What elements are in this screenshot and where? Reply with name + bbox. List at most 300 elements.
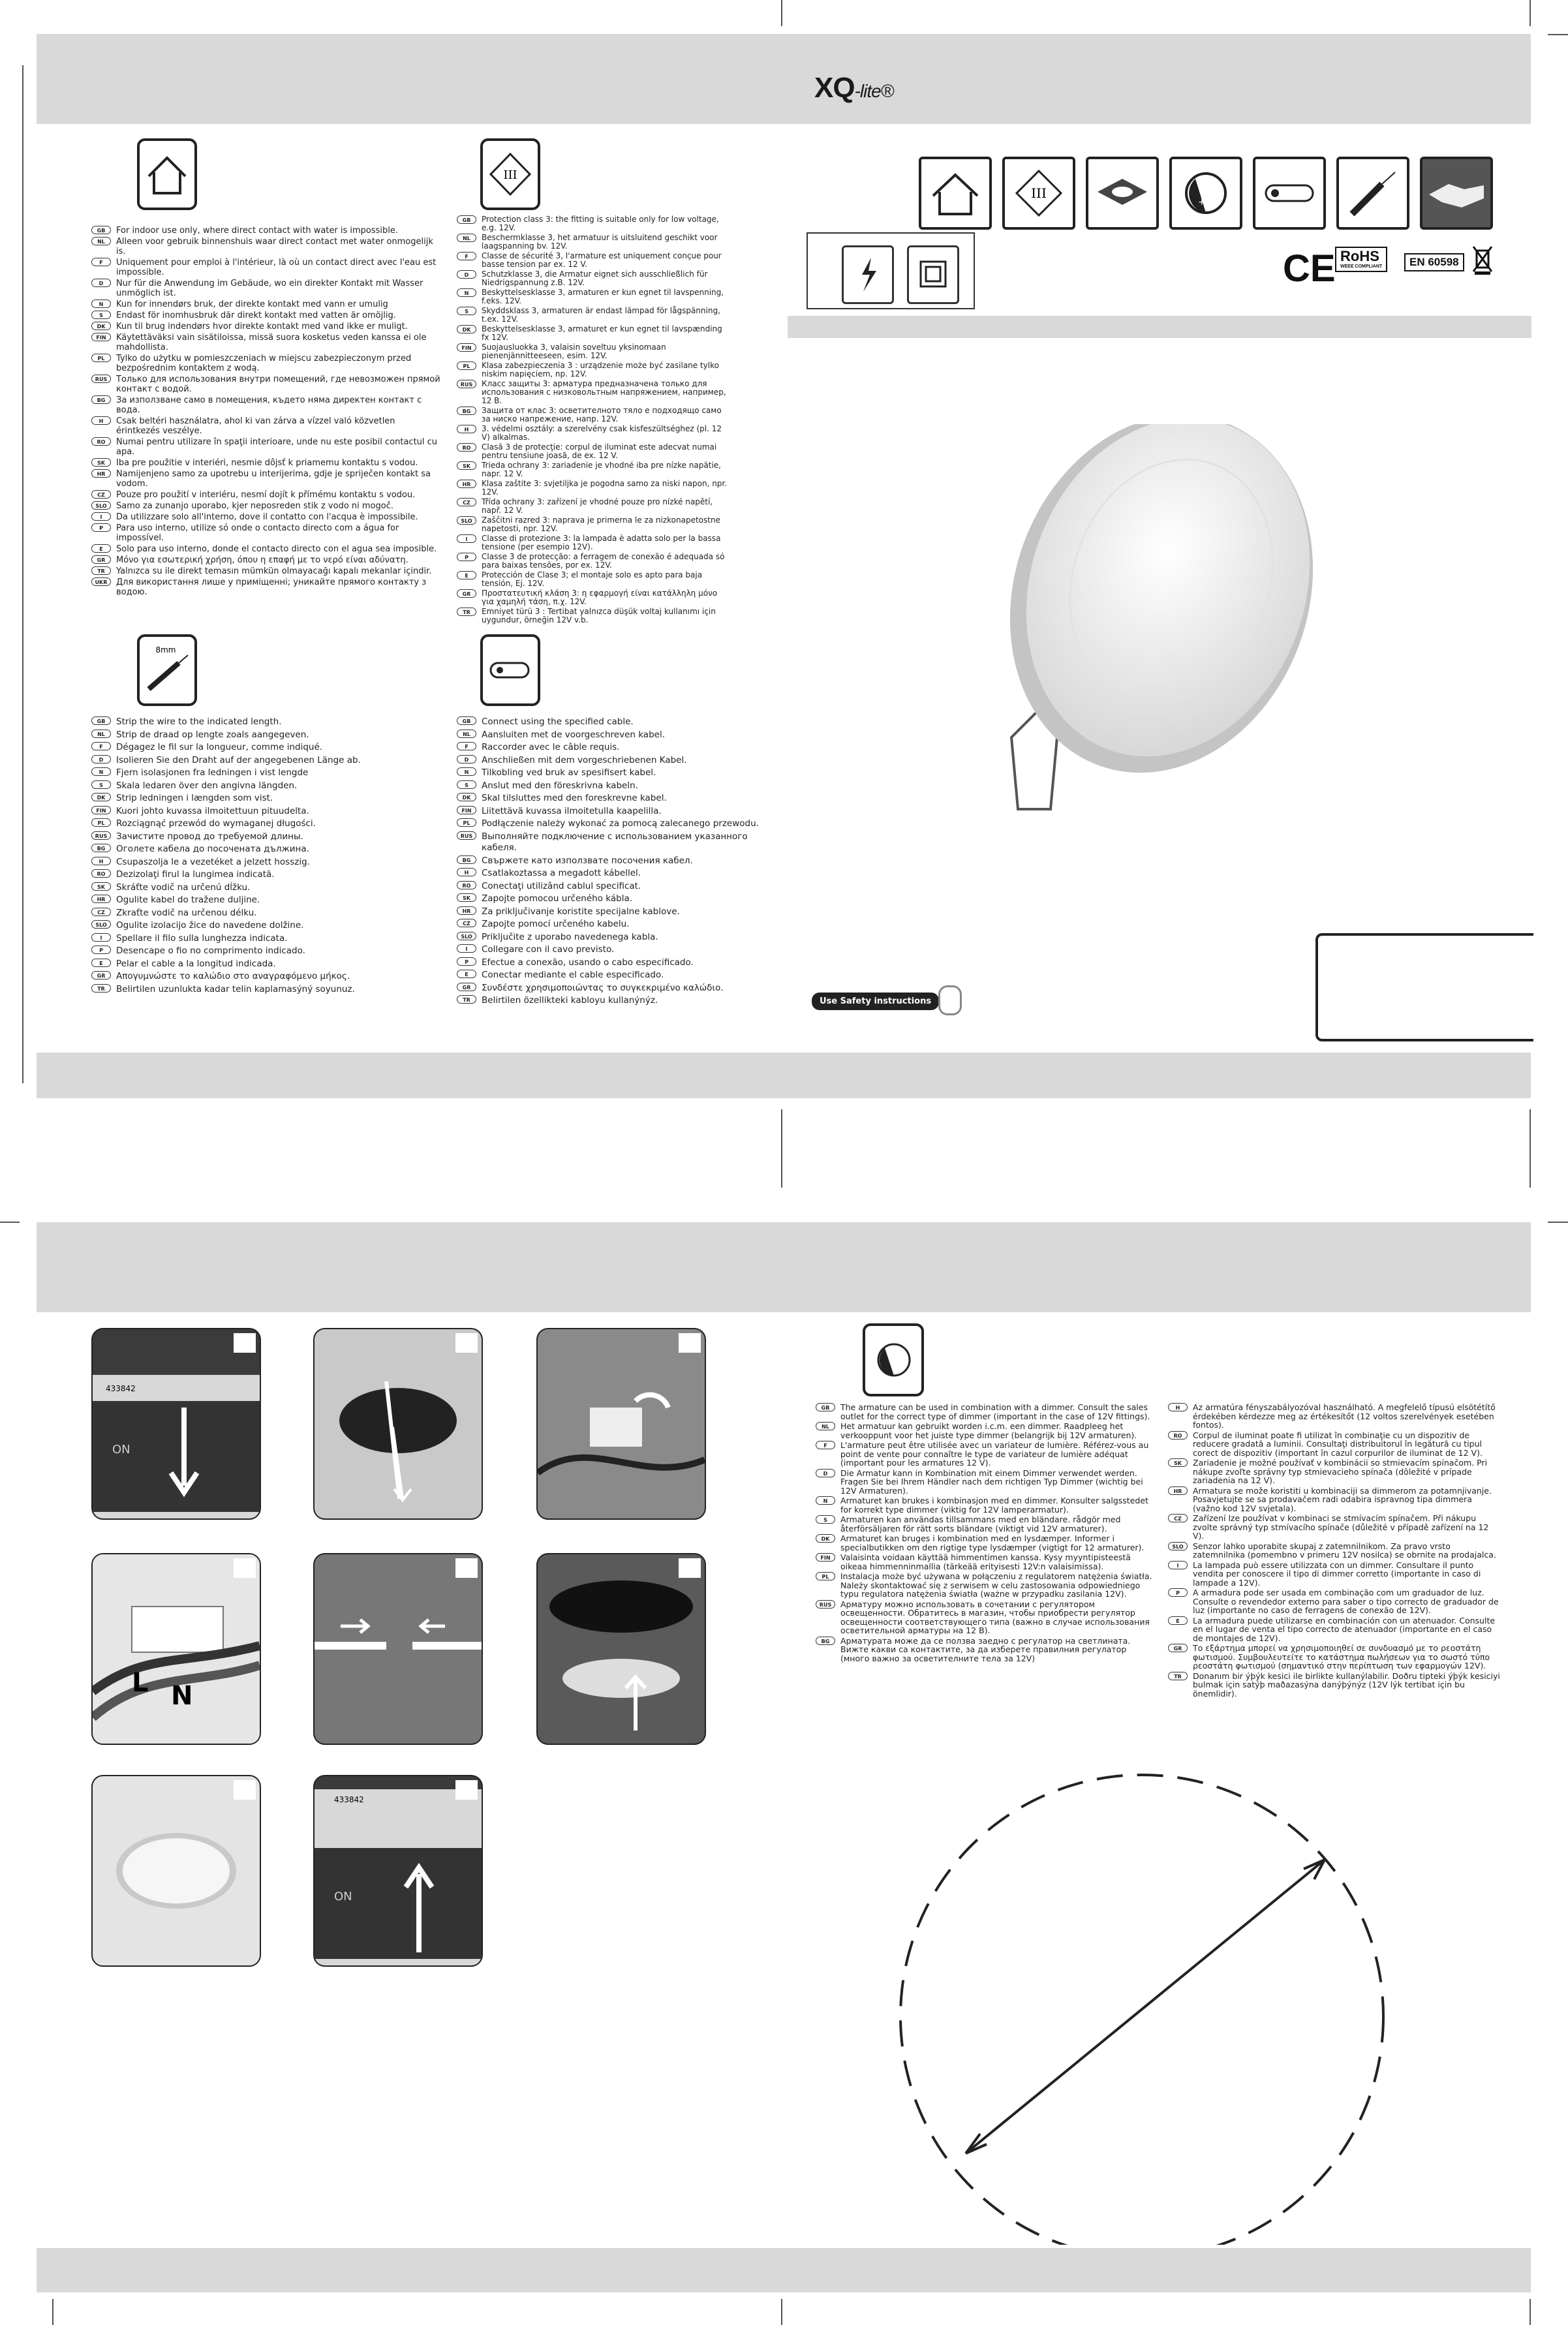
photo-terminal-l-n xyxy=(91,1553,261,1745)
safety-instructions-label xyxy=(812,985,962,1015)
language-code-badge: FIN xyxy=(457,806,476,814)
language-row xyxy=(91,755,418,767)
language-row xyxy=(816,1600,1155,1635)
language-row xyxy=(816,1441,1155,1468)
language-text: Свържете като използвате посочения кабел. xyxy=(482,855,693,866)
language-code-badge: S xyxy=(457,780,476,789)
language-code-badge: HR xyxy=(457,480,476,488)
language-text: Senzor lahko uporabite skupaj z zatemnilnikom. Za pravo vrsto zatemnilnika (pomembno v primeru 12V nosilca) se obrnite na prodajalca. xyxy=(1193,1541,1496,1560)
language-text: Dezizolaţi firul la lungimea indicată. xyxy=(116,869,275,880)
language-text: Az armatúra fényszabályozóval használható. A megfelelő típusú elsötétítő érdekében kérdezze meg az értékesítőt (12 voltos szerelvények esetében fontos). xyxy=(1193,1402,1496,1430)
language-code-badge: TR xyxy=(1168,1672,1188,1680)
language-row xyxy=(91,818,418,830)
language-row xyxy=(816,1553,1155,1571)
language-code-badge: GR xyxy=(457,983,476,991)
language-code-badge: D xyxy=(91,279,111,287)
language-code-badge: HR xyxy=(1168,1486,1188,1495)
language-row xyxy=(457,270,731,287)
house-icon xyxy=(919,157,992,230)
language-row xyxy=(91,577,441,597)
language-row xyxy=(91,226,441,236)
language-text: Armatura se može koristiti u kombinaciji sa dimmerom za potamnjivanje. Posavjetujte se sa prodavačem radi odabira ispravnog tipa dimmera (važno kod 12V svjetala). xyxy=(1193,1485,1492,1513)
language-text: Προστατευτική κλάση 3: η εφαρμογή είναι κατάλληλη μόνο για χαμηλή τάση, π.χ. 12V. xyxy=(482,589,718,606)
language-code-badge: RUS xyxy=(816,1600,835,1609)
language-row xyxy=(457,443,731,460)
language-text: Suojausluokka 3, valaisin soveltuu yksinomaan pienenjännitteeseen, esim. 12V. xyxy=(482,343,666,360)
language-text: Skala ledaren över den angivna längden. xyxy=(116,780,298,791)
language-row xyxy=(91,920,418,932)
svg-text:+: + xyxy=(1198,197,1206,208)
language-text: Tylko do użytku w pomieszczeniach w miejscu zabezpieczonym przed bezpośrednim kontaktem z wodą. xyxy=(116,354,412,373)
connect-cable-text xyxy=(457,716,763,1008)
language-code-badge: RUS xyxy=(91,375,111,383)
language-row xyxy=(457,995,763,1007)
language-code-badge: RO xyxy=(457,881,476,889)
language-row xyxy=(457,461,731,478)
language-text: Isolieren Sie den Draht auf der angegebenen Länge ab. xyxy=(116,754,361,765)
language-code-badge: F xyxy=(816,1441,835,1449)
language-text: Priključite z uporabo navedenega kabla. xyxy=(482,931,658,942)
language-row xyxy=(457,571,731,588)
language-text: Desencape o fio no comprimento indicado. xyxy=(116,946,305,956)
language-code-badge: GB xyxy=(816,1403,835,1411)
language-code-badge: FIN xyxy=(91,333,111,341)
language-row xyxy=(457,480,731,497)
cutout-template xyxy=(868,1749,1416,2245)
language-text: Samo za zunanjo uporabo, kjer neposreden stik z vodo ni mogoč. xyxy=(116,501,394,511)
language-code-badge: DK xyxy=(816,1534,835,1543)
language-code-badge: GB xyxy=(91,226,111,234)
language-text: Donanım bir ýþýk kesici ile birlikte kullanýlabilir. Doðru tipteki ýþýk kesiciyi bulmak için satýþ maðazasýna danýþýnýz (12V lýk tertibat için bu önemlidir). xyxy=(1193,1671,1500,1699)
language-row xyxy=(91,437,441,457)
language-row xyxy=(457,589,731,606)
crop-mark xyxy=(1530,1109,1531,1188)
language-row xyxy=(457,868,763,880)
crop-mark xyxy=(1530,0,1531,26)
crop-mark xyxy=(1530,2299,1531,2325)
language-text: Iba pre použitie v interiéri, nesmie dôjsť k priamemu kontaktu s vodou. xyxy=(116,458,418,468)
language-text: Арматуру можно использовать в сочетании с регулятором освещенности. Обратитесь в магазин, чтобы приобрести регулятор освещенности соответствующего типа (важно в случае использования осветительной арматуры на 12 В). xyxy=(840,1599,1150,1635)
language-text: The armature can be used in combination with a dimmer. Consult the sales outlet for the correct type of dimmer (important in the case of 12V fittings). xyxy=(840,1402,1150,1421)
language-code-badge: SLO xyxy=(457,932,476,940)
language-text: Skráťte vodič na určenú dĺžku. xyxy=(116,882,251,893)
language-row xyxy=(457,425,731,442)
language-row xyxy=(91,469,441,489)
language-row xyxy=(91,844,418,855)
language-row xyxy=(1168,1542,1501,1560)
language-text: Conectaţi utilizând cablul specificat. xyxy=(482,880,641,891)
language-code-badge: CZ xyxy=(457,919,476,927)
language-row xyxy=(457,234,731,251)
language-text: Raccorder avec le câble requis. xyxy=(482,742,620,752)
language-row xyxy=(91,512,441,522)
language-code-badge: E xyxy=(91,544,111,553)
language-row xyxy=(91,279,441,298)
language-row xyxy=(91,416,441,436)
language-row xyxy=(91,959,418,970)
language-code-badge: N xyxy=(816,1496,835,1505)
language-text: Pouze pro použití v interiéru, nesmí dojít k přímému kontaktu s vodou. xyxy=(116,490,416,500)
language-text: Csupaszolja le a vezetéket a jelzett hosszig. xyxy=(116,856,310,867)
language-code-badge: D xyxy=(457,755,476,763)
language-code-badge: F xyxy=(91,258,111,266)
language-row xyxy=(1168,1458,1501,1485)
language-row xyxy=(1168,1616,1501,1643)
language-text: Clasă 3 de protecţie: corpul de iluminat este adecvat numai pentru tensiune joasă, de ex. 12 V. xyxy=(482,442,717,460)
language-row xyxy=(91,333,441,352)
language-code-badge: H xyxy=(457,868,476,876)
crop-mark xyxy=(1548,34,1568,35)
language-code-badge: HR xyxy=(91,895,111,903)
language-code-badge: CZ xyxy=(1168,1514,1188,1522)
language-code-badge: PL xyxy=(91,354,111,362)
language-code-badge: TR xyxy=(457,995,476,1004)
language-code-badge: CZ xyxy=(91,908,111,916)
language-code-badge: SLO xyxy=(1168,1542,1188,1550)
language-code-badge: HR xyxy=(91,469,111,478)
language-text: Belirtilen özellikteki kabloyu kullanýnýz. xyxy=(482,995,658,1006)
photo-corner-tag xyxy=(234,1333,256,1353)
language-code-badge: P xyxy=(457,957,476,966)
top-header-band xyxy=(37,34,1531,124)
language-row xyxy=(91,793,418,805)
language-code-badge: BG xyxy=(457,407,476,415)
language-code-badge: E xyxy=(1168,1616,1188,1625)
photo-corner-tag xyxy=(679,1333,701,1353)
language-text: Trieda ochrany 3: zariadenie je vhodné iba pre nízke napätie, napr. 12 V. xyxy=(482,461,721,478)
language-row xyxy=(457,362,731,378)
language-row xyxy=(816,1515,1155,1533)
language-text: Klasa zaštite 3: svjetiljka je pogodna samo za niski napon, npr. 12V. xyxy=(482,479,728,497)
language-text: Instalacja może być używana w połączeniu z regulatorem natężenia światła. Należy skontaktować się z serwisem w celu zastosowania odpowiedniego typu regulatora natężenia światła (ważne w przypadku zasilania 12V). xyxy=(840,1571,1152,1599)
weee-bin-icon xyxy=(1472,244,1493,279)
svg-text:III: III xyxy=(503,168,517,182)
language-row xyxy=(457,755,763,767)
language-text: Uniquement pour emploi à l'intérieur, là où un contact direct avec l'eau est impossible. xyxy=(116,258,437,277)
language-row xyxy=(91,857,418,869)
language-row xyxy=(91,395,441,415)
language-text: Endast för inomhusbruk där direkt kontakt med vatten är omöjlig. xyxy=(116,311,396,320)
language-text: Класс защиты 3: арматура предназначена только для использования с низковольтным напряжением, например, 12 В. xyxy=(482,379,726,405)
language-code-badge: RUS xyxy=(457,380,476,388)
language-text: Оголете кабела до посочената дължина. xyxy=(116,844,309,854)
language-text: Valaisinta voidaan käyttää himmentimen kanssa. Kysy myyntipisteestä oikeaa himmenninmallia (tärkeää erityisesti 12V:n valaisimissa). xyxy=(840,1552,1131,1571)
language-code-badge: E xyxy=(457,571,476,579)
language-row xyxy=(91,544,441,554)
language-code-badge: SK xyxy=(457,461,476,470)
language-text: Classe de sécurité 3, l'armature est uniquement conçue pour basse tension par ex. 12 V. xyxy=(482,251,722,269)
language-text: Strip ledningen i længden som vist. xyxy=(116,793,273,803)
language-row xyxy=(457,767,763,779)
language-row xyxy=(457,553,731,570)
language-code-badge: P xyxy=(91,523,111,532)
language-row xyxy=(457,957,763,969)
language-row xyxy=(457,831,763,854)
language-code-badge: FIN xyxy=(457,343,476,352)
language-row xyxy=(91,908,418,919)
language-row xyxy=(91,375,441,394)
language-row xyxy=(457,983,763,994)
language-row xyxy=(91,716,418,728)
language-text: Zaščitni razred 3: naprava je primerna le za nizkonapetostne napetosti, npr. 12V. xyxy=(482,516,720,533)
language-row xyxy=(457,380,731,405)
language-text: Namijenjeno samo za upotrebu u interijerima, gdje je spriječen kontakt sa vodom. xyxy=(116,469,431,489)
strip-wire-icon xyxy=(137,634,197,706)
language-code-badge: TR xyxy=(91,984,111,993)
language-code-badge: PL xyxy=(457,362,476,370)
language-text: Beschermklasse 3, het armatuur is uitsluitend geschikt voor laagspanning bv. 12V. xyxy=(482,233,718,251)
language-row xyxy=(457,716,763,728)
language-row xyxy=(91,946,418,957)
language-code-badge: RO xyxy=(457,443,476,452)
language-code-badge: GB xyxy=(457,716,476,725)
language-text: Το εξάρτημα μπορεί να χρησιμοποιηθεί σε συνδυασμό με το ρεοστάτη φωτισμού. Συμβουλευτείτε το κατάστημα πωλήσεων για το σωστό τύπο ρεοστάτη φωτισμού (σημαντικό στην περίπτωση των εφαρμογών 12V). xyxy=(1193,1643,1490,1671)
protection-class-text xyxy=(457,215,731,626)
language-text: Zkraťte vodič na určenou délku. xyxy=(116,907,257,918)
bottom-band-page2 xyxy=(37,2248,1531,2292)
language-row xyxy=(91,555,441,565)
language-code-badge: DK xyxy=(457,325,476,333)
language-text: Třída ochrany 3: zařízení je vhodné pouze pro nízké napětí, např. 12 V. xyxy=(482,497,713,515)
language-text: Strip the wire to the indicated length. xyxy=(116,716,282,727)
language-row xyxy=(457,307,731,324)
language-row xyxy=(91,831,418,843)
language-row xyxy=(1168,1514,1501,1541)
language-text: Απογυμνώστε το καλώδιο στο αναγραφόμενο μήκος. xyxy=(116,971,350,981)
language-row xyxy=(1168,1486,1501,1513)
language-text: Podłączenie należy wykonać za pomocą zalecanego przewodu. xyxy=(482,818,759,829)
language-text: A armadura pode ser usada em combinação com um graduador de luz. Consulte o revendedor externo para saber o tipo correcto de graduador de luz (importante no caso de ferragens de conexão de 12V). xyxy=(1193,1588,1499,1615)
language-row xyxy=(91,523,441,543)
language-text: Ogulite izolacijo žice do navedene dolžine. xyxy=(116,920,304,931)
language-text: Schutzklasse 3, die Armatur eignet sich ausschließlich für Niedrigspannung z.B. 12V. xyxy=(482,269,708,287)
crop-mark xyxy=(781,0,782,26)
language-text: Csatlakoztassa a megadott kábellel. xyxy=(482,868,641,878)
language-text: Арматурата може да се ползва заедно с регулатор на светлината. Вижте какви са контактите, за да изберете правилния регулатор (много важно за осветителните тела за 12V) xyxy=(840,1635,1131,1663)
language-row xyxy=(457,608,731,624)
language-code-badge: PL xyxy=(816,1572,835,1580)
language-code-badge: F xyxy=(457,252,476,260)
language-code-badge: E xyxy=(457,970,476,978)
language-code-badge: D xyxy=(816,1469,835,1477)
language-text: Liitettävä kuvassa ilmoitetulla kaapelilla. xyxy=(482,805,662,816)
photo-corner-tag xyxy=(455,1780,478,1800)
language-code-badge: D xyxy=(91,755,111,763)
brand-logo xyxy=(814,72,893,104)
photo-corner-tag xyxy=(234,1558,256,1578)
language-code-badge: P xyxy=(1168,1588,1188,1597)
language-code-badge: SK xyxy=(91,458,111,467)
language-text: Beskyttelsesklasse 3, armaturen er kun egnet til lavspenning, f.eks. 12V. xyxy=(482,288,724,305)
language-text: Connect using the specified cable. xyxy=(482,716,634,727)
crop-mark xyxy=(781,1109,782,1188)
dimmer-text-left xyxy=(816,1403,1155,1664)
language-text: Anschließen mit dem vorgeschriebenen Kabel. xyxy=(482,754,687,765)
language-text: Käytettäväksi vain sisätiloissa, missä suora kosketus veden kanssa ei ole mahdollista. xyxy=(116,333,427,352)
language-code-badge: GR xyxy=(1168,1644,1188,1652)
language-code-badge: I xyxy=(91,512,111,521)
language-code-badge: HR xyxy=(457,906,476,915)
language-row xyxy=(457,944,763,956)
language-code-badge: DK xyxy=(457,793,476,801)
language-code-badge: F xyxy=(457,742,476,750)
language-row xyxy=(1168,1672,1501,1699)
cable-icon xyxy=(480,634,540,706)
language-code-badge: N xyxy=(457,767,476,776)
language-row xyxy=(1168,1588,1501,1615)
language-row xyxy=(457,730,763,741)
language-row xyxy=(91,984,418,996)
language-row xyxy=(91,806,418,818)
language-code-badge: H xyxy=(91,857,111,865)
language-text: Для використання лише у приміщенні; уникайте прямого контакту з водою. xyxy=(116,577,427,597)
language-text: Conectar mediante el cable especificado. xyxy=(482,970,664,980)
language-text: Protección de Clase 3; el montaje solo es apto para baja tensión, Ej. 12V. xyxy=(482,570,703,588)
language-code-badge: N xyxy=(91,300,111,308)
symbol-panel xyxy=(807,232,975,309)
language-text: За използване само в помещения, където няма директен контакт с вода. xyxy=(116,395,422,415)
language-text: Het armatuur kan gebruikt worden i.c.m. een dimmer. Raadpleeg het verkooppunt voor het juiste type dimmer (belangrijk bij 12V armaturen). xyxy=(840,1421,1137,1440)
language-row xyxy=(91,730,418,741)
language-text: Yalnızca su ile direkt temasın mümkün olmayacağı kapalı mekanlar içindir. xyxy=(116,566,432,576)
language-row xyxy=(91,882,418,894)
strip-wire-text xyxy=(91,716,418,996)
language-row xyxy=(816,1637,1155,1663)
language-row xyxy=(457,806,763,818)
language-row xyxy=(457,855,763,867)
language-row xyxy=(816,1422,1155,1440)
language-code-badge: I xyxy=(457,944,476,953)
language-row xyxy=(816,1403,1155,1421)
language-text: Efectue a conexão, usando o cabo especificado. xyxy=(482,957,694,968)
language-row xyxy=(457,325,731,342)
photo-corner-tag xyxy=(455,1558,478,1578)
language-row xyxy=(91,566,441,576)
language-code-badge: D xyxy=(457,270,476,279)
language-code-badge: GB xyxy=(457,215,476,224)
language-text: Armaturet kan brukes i kombinasjon med en dimmer. Konsulter salgsstedet for korrekt type dimmer (viktig for 12V lamperarmatur). xyxy=(840,1496,1148,1515)
language-code-badge: TR xyxy=(457,608,476,616)
language-text: Συνδέστε χρησιμοποιώντας το συγκεκριμένο καλώδιο. xyxy=(482,982,724,993)
language-row xyxy=(1168,1431,1501,1458)
language-code-badge: P xyxy=(457,553,476,561)
language-text: Spellare il filo sulla lunghezza indicata. xyxy=(116,932,288,944)
dimension-line xyxy=(22,65,23,1083)
led-panel-illustration xyxy=(927,424,1344,842)
language-row xyxy=(91,490,441,500)
language-text: Alleen voor gebruik binnenshuis waar direct contact met water onmogelijk is. xyxy=(116,237,433,256)
language-row xyxy=(91,767,418,779)
language-code-badge: RO xyxy=(1168,1431,1188,1440)
class3-icon xyxy=(1002,157,1075,230)
bottom-band-page1 xyxy=(37,1053,1531,1098)
language-text: Corpul de iluminat poate fi utilizat în combinaţie cu un dispozitiv de reducere gradată a luminii. Consultaţi distribuitorul în legătură cu tipul corect de dispozitiv (important în cazul corpurilor de iluminat de 12 V). xyxy=(1193,1430,1483,1458)
photo-installed-panel xyxy=(91,1775,261,1967)
section-title-band xyxy=(788,316,1531,338)
language-row xyxy=(91,895,418,906)
language-code-badge: H xyxy=(1168,1403,1188,1411)
language-row xyxy=(91,322,441,331)
language-code-badge: GB xyxy=(91,716,111,725)
language-code-badge: SK xyxy=(1168,1458,1188,1467)
language-text: Armaturen kan användas tillsammans med en bländare. rådgör med återförsäljaren för rätt sorts bländare (viktigt vid 12V armaturer). xyxy=(840,1515,1121,1533)
language-code-badge: BG xyxy=(91,844,111,852)
language-row xyxy=(1168,1561,1501,1588)
language-code-badge: CZ xyxy=(91,490,111,499)
language-text: Rozciągnąć przewód do wymaganej długości. xyxy=(116,818,316,829)
language-row xyxy=(91,933,418,945)
language-code-badge: NL xyxy=(457,730,476,738)
live-label: L xyxy=(132,1668,149,1698)
language-row xyxy=(457,906,763,918)
top-band-page2 xyxy=(37,1222,1531,1312)
rohs-label: RoHS xyxy=(1340,248,1379,264)
photo-insert-panel xyxy=(536,1553,706,1745)
language-text: Kun for innendørs bruk, der direkte kontakt med vann er umulig xyxy=(116,300,388,309)
language-code-badge: NL xyxy=(91,730,111,738)
language-row xyxy=(816,1496,1155,1514)
language-code-badge: I xyxy=(91,933,111,942)
language-code-badge: SLO xyxy=(457,516,476,525)
breaker-on-label: ON xyxy=(112,1443,131,1456)
language-row xyxy=(91,742,418,754)
language-row xyxy=(91,311,441,320)
dimmer-icon xyxy=(1169,157,1242,230)
language-text: Zapojte pomocou určeného kábla. xyxy=(482,893,633,904)
language-code-badge: S xyxy=(816,1515,835,1524)
language-text: Nur für die Anwendung im Gebäude, wo ein direkter Kontakt mit Wasser unmöglich ist. xyxy=(116,279,423,298)
language-row xyxy=(457,793,763,805)
cable-icon xyxy=(1253,157,1326,230)
brand-suffix: -lite® xyxy=(854,81,894,101)
language-text: For indoor use only, where direct contact with water is impossible. xyxy=(116,226,399,236)
language-text: Kuori johto kuvassa ilmoitettuun pituudelta. xyxy=(116,805,309,816)
language-text: L'armature peut être utilisée avec un variateur de lumière. Référez-vous au point de vente pour connaître le type de variateur de lumière adéquat (important pour les armatures 12 V). xyxy=(840,1440,1149,1468)
language-code-badge: GR xyxy=(91,971,111,979)
language-row xyxy=(457,343,731,360)
brand-name: XQ xyxy=(814,72,855,104)
language-text: Da utilizzare solo all'interno, dove il contatto con l'acqua è impossibile. xyxy=(116,512,418,522)
photo-ceiling-hole xyxy=(313,1328,483,1520)
language-row xyxy=(1168,1644,1501,1671)
language-row xyxy=(457,288,731,305)
language-row xyxy=(816,1572,1155,1599)
breaker-code: 433842 xyxy=(106,1384,136,1393)
language-row xyxy=(91,501,441,511)
language-row xyxy=(457,970,763,981)
language-code-badge: S xyxy=(457,307,476,315)
language-code-badge: SK xyxy=(457,893,476,902)
language-row xyxy=(457,215,731,232)
language-code-badge: SLO xyxy=(91,501,111,510)
language-text: 3. védelmi osztály: a szerelvény csak kisfeszültséghez (pl. 12 V) alkalmas. xyxy=(482,424,722,442)
language-text: Pelar el cable a la longitud indicada. xyxy=(116,958,276,969)
language-text: Tilkobling ved bruk av spesifisert kabel. xyxy=(482,767,656,778)
strip-length-label: 8mm xyxy=(155,645,176,654)
language-text: Aansluiten met de voorgeschreven kabel. xyxy=(482,729,665,740)
language-text: Kun til brug indendørs hvor direkte kontakt med vand ikke er muligt. xyxy=(116,322,408,331)
language-text: Μόνο για εσωτερική χρήση, όπου η επαφή με το νερό είναι αδύνατη. xyxy=(116,555,408,565)
language-text: Zapojte pomocí určeného kabelu. xyxy=(482,919,630,929)
language-text: Solo para uso interno, donde el contacto directo con el agua sea imposible. xyxy=(116,544,437,554)
indoor-use-text xyxy=(91,226,441,598)
language-text: Armaturet kan bruges i kombination med en lysdæmper. Informer i specialbutikken om den rigtige type lysdæmper (vigtigt for 12 armaturer). xyxy=(840,1533,1145,1552)
language-code-badge: FIN xyxy=(91,806,111,814)
dimmer-text-right xyxy=(1168,1403,1501,1699)
info-box xyxy=(1315,933,1533,1041)
photo-corner-tag xyxy=(455,1333,478,1353)
language-code-badge: GR xyxy=(91,555,111,564)
